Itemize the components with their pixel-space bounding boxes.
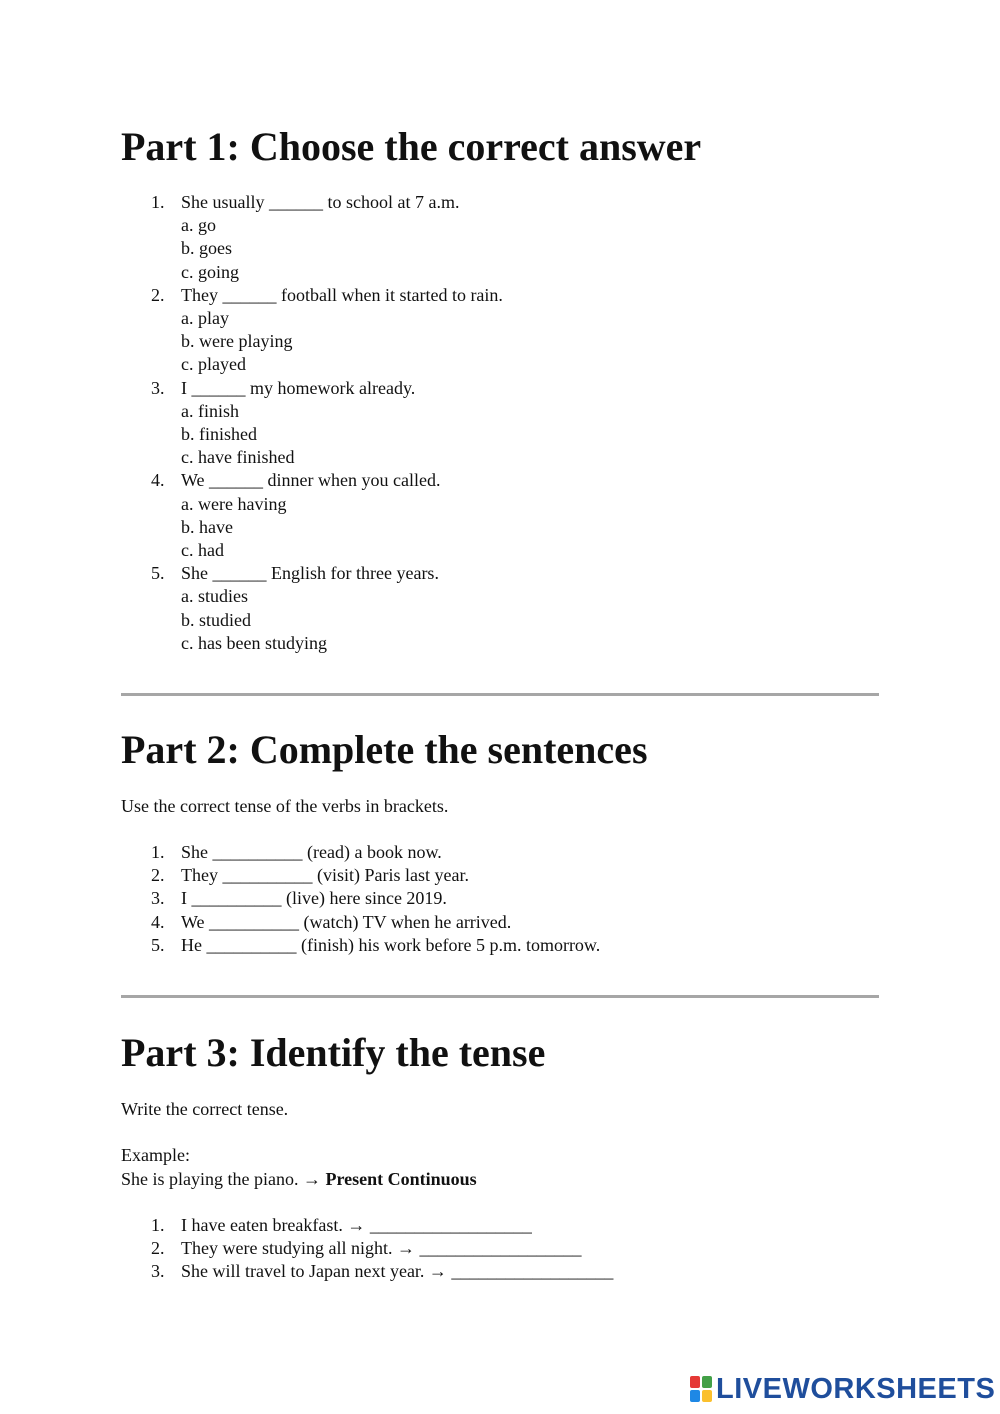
question-number: 2. — [151, 284, 165, 305]
question-text: I ______ my homework already. — [181, 377, 416, 398]
sentence-item[interactable] — [121, 864, 879, 887]
question-item — [121, 284, 879, 377]
part3-instruction: Write the correct tense. — [121, 1099, 289, 1119]
part2-sentence-list — [121, 841, 879, 957]
answer-option[interactable]: b. were playing — [181, 331, 293, 352]
question-text: We ______ dinner when you called. — [181, 470, 441, 491]
answer-option[interactable]: a. studies — [181, 586, 248, 607]
answer-option[interactable]: a. play — [181, 308, 229, 329]
answer-option[interactable]: c. have finished — [181, 447, 295, 468]
question-item — [121, 469, 879, 562]
answer-option[interactable]: b. goes — [181, 238, 232, 259]
logo-mark-icon — [690, 1376, 712, 1402]
sentence-text: We __________ (watch) TV when he arrived. — [181, 911, 512, 932]
section-divider — [121, 693, 879, 696]
answer-option[interactable]: a. finish — [181, 400, 239, 421]
sentence-number: 4. — [151, 911, 165, 932]
sentence-item[interactable] — [121, 841, 879, 864]
sentence-number: 1. — [151, 842, 165, 862]
question-item — [121, 191, 879, 284]
tense-item-text: They were studying all night. → __________________ — [181, 1238, 582, 1259]
answer-option[interactable]: a. go — [181, 215, 216, 236]
question-item — [121, 562, 879, 655]
tense-item[interactable] — [121, 1237, 879, 1260]
sentence-text: I __________ (live) here since 2019. — [181, 888, 447, 909]
part2-instruction: Use the correct tense of the verbs in brackets. — [121, 796, 449, 816]
tense-item-number: 2. — [151, 1238, 165, 1259]
answer-option[interactable]: b. finished — [181, 424, 257, 445]
question-number: 4. — [151, 470, 165, 491]
section-divider — [121, 995, 879, 998]
question-number: 1. — [151, 192, 165, 212]
part3-title: Part 3: Identify the tense — [121, 1030, 546, 1075]
part2-title: Part 2: Complete the sentences — [121, 727, 648, 772]
example-sentence: She is playing the piano. → — [121, 1169, 321, 1189]
example-answer: Present Continuous — [325, 1169, 477, 1189]
sentence-item[interactable] — [121, 934, 879, 957]
tense-item[interactable] — [121, 1260, 879, 1283]
answer-option[interactable]: c. going — [181, 261, 239, 282]
answer-option[interactable]: c. played — [181, 354, 246, 375]
sentence-item[interactable] — [121, 887, 879, 910]
sentence-number: 3. — [151, 888, 165, 909]
liveworksheets-logo[interactable] — [690, 1374, 995, 1404]
question-item — [121, 377, 879, 470]
answer-option[interactable]: c. has been studying — [181, 632, 327, 653]
question-text: She ______ English for three years. — [181, 563, 439, 584]
example-line — [121, 1168, 477, 1191]
tense-item[interactable] — [121, 1214, 879, 1237]
example-label: Example: — [121, 1145, 190, 1165]
tense-item-text: She will travel to Japan next year. → __________________ — [181, 1261, 614, 1282]
part3-item-list — [121, 1214, 879, 1284]
logo-text: LIVEWORKSHEETS — [716, 1372, 996, 1405]
question-number: 5. — [151, 563, 165, 584]
question-text: They ______ football when it started to rain. — [181, 284, 503, 305]
question-text: She usually ______ to school at 7 a.m. — [181, 192, 460, 212]
answer-option[interactable]: b. have — [181, 516, 233, 537]
tense-item-text: I have eaten breakfast. → __________________ — [181, 1215, 532, 1235]
tense-item-number: 1. — [151, 1215, 165, 1235]
answer-option[interactable]: c. had — [181, 540, 224, 561]
question-number: 3. — [151, 377, 165, 398]
sentence-number: 2. — [151, 865, 165, 886]
sentence-number: 5. — [151, 934, 165, 955]
sentence-item[interactable] — [121, 911, 879, 934]
sentence-text: They __________ (visit) Paris last year. — [181, 865, 469, 886]
answer-option[interactable]: a. were having — [181, 493, 287, 514]
tense-item-number: 3. — [151, 1261, 165, 1282]
sentence-text: She __________ (read) a book now. — [181, 842, 442, 862]
part1-title: Part 1: Choose the correct answer — [121, 124, 702, 169]
part1-question-list — [121, 191, 879, 655]
sentence-text: He __________ (finish) his work before 5 p.m. tomorrow. — [181, 934, 601, 955]
answer-option[interactable]: b. studied — [181, 609, 251, 630]
